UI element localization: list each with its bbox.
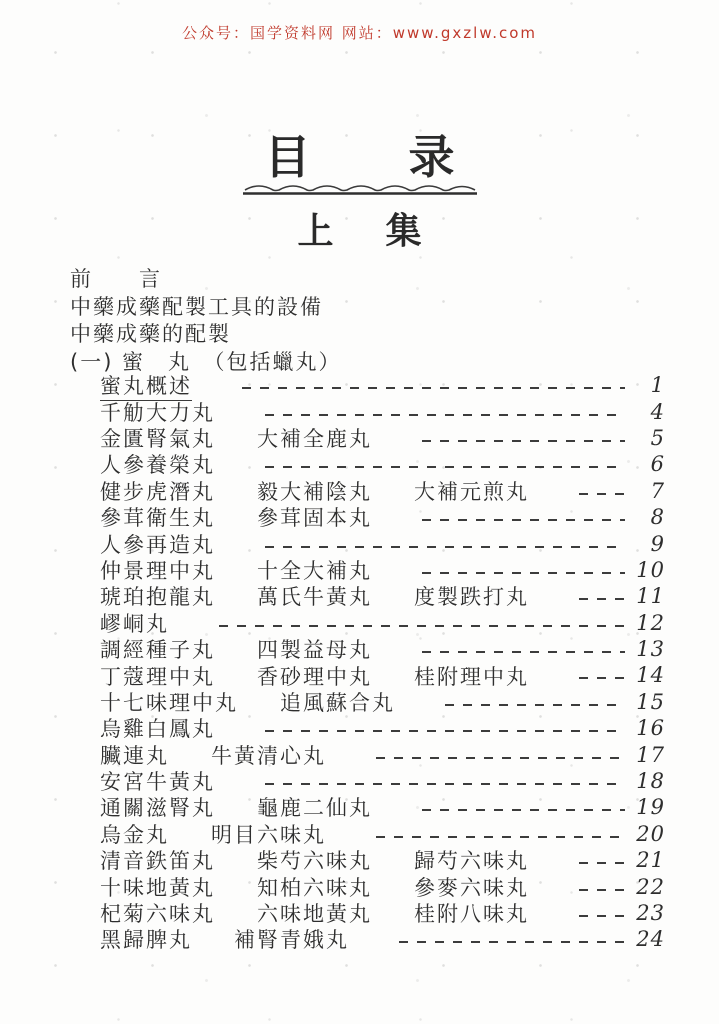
toc-item-title: 人參再造丸	[100, 532, 215, 557]
toc-row	[100, 847, 665, 873]
dash-leader	[422, 809, 625, 811]
toc-row	[100, 689, 665, 715]
toc-row	[100, 504, 665, 530]
dash-leader	[579, 598, 625, 600]
subtitle-char-ji: 集	[385, 210, 422, 252]
toc-item-title: 柴芍六味丸	[257, 849, 372, 874]
page-number: 16	[636, 716, 665, 741]
toc-item-title: 調經種子丸	[100, 638, 215, 663]
toc-item-title: 度製跌打丸	[414, 585, 529, 610]
toc-row	[100, 398, 665, 424]
dash-leader	[219, 625, 625, 627]
watermark-header: 公众号：国学资料网 网站：www.gxzlw.com	[181, 24, 538, 42]
toc-row	[100, 794, 665, 820]
toc-item-title: 健步虎潛丸	[100, 479, 215, 504]
toc-item-title: 十全大補丸	[257, 558, 372, 583]
toc-item-title: 六味地黃丸	[257, 902, 372, 927]
tools-line: 中藥成藥配製工具的設備	[70, 294, 323, 319]
page-number: 22	[636, 874, 665, 899]
toc-item-title: 龜鹿二仙丸	[257, 796, 372, 821]
dash-leader	[579, 889, 625, 891]
page-number: 6	[650, 452, 665, 477]
toc-item-title: 金匱腎氣丸	[100, 426, 215, 451]
dash-leader	[422, 572, 625, 574]
toc-list	[100, 372, 665, 953]
toc-item-title: 桂附理中丸	[414, 664, 529, 689]
dash-leader	[376, 757, 625, 759]
toc-item-title: 毅大補陰丸	[257, 479, 372, 504]
toc-item-title: 仲景理中丸	[100, 558, 215, 583]
toc-item-title: 參茸衛生丸	[100, 506, 215, 531]
page-number: 9	[650, 531, 665, 556]
preparation-line: 中藥成藥的配製	[70, 322, 231, 347]
toc-item-title: 明目六味丸	[211, 822, 326, 847]
toc-row	[100, 557, 665, 583]
toc-row	[100, 821, 665, 847]
dash-leader	[265, 730, 625, 732]
toc-item-title: 參麥六味丸	[414, 875, 529, 900]
dash-leader	[399, 941, 625, 943]
page-number: 15	[636, 689, 665, 714]
toc-row	[100, 926, 665, 952]
toc-item-title: 烏雞白鳳丸	[100, 717, 215, 742]
toc-item-title: 丁蔻理中丸	[100, 664, 215, 689]
dash-leader	[422, 440, 625, 442]
page-number: 1	[650, 373, 665, 398]
toc-row	[100, 662, 665, 688]
toc-item-title: 琥珀抱龍丸	[100, 585, 215, 610]
page-number: 21	[636, 848, 665, 873]
page-number: 24	[636, 927, 665, 952]
toc-row	[100, 530, 665, 556]
page-number: 17	[636, 742, 665, 767]
dash-leader	[265, 783, 625, 785]
page-number: 12	[636, 610, 665, 635]
dash-leader	[422, 651, 625, 653]
dash-leader	[579, 915, 625, 917]
toc-item-title: 千觔大力丸	[100, 400, 215, 425]
page-number: 19	[636, 795, 665, 820]
toc-item-title: 追風蘇合丸	[280, 690, 395, 715]
title-char-mu: 目	[264, 130, 311, 184]
dash-leader	[579, 862, 625, 864]
toc-item-title: 臟連丸	[100, 743, 169, 768]
toc-item-title: 大補全鹿丸	[257, 426, 372, 451]
toc-item-title: 知柏六味丸	[257, 875, 372, 900]
toc-row	[100, 873, 665, 899]
subtitle-char-shang: 上	[297, 210, 334, 252]
dash-leader	[579, 493, 625, 495]
toc-row	[100, 636, 665, 662]
toc-item-title: 安宮牛黃丸	[100, 770, 215, 795]
page-number: 8	[650, 505, 665, 530]
toc-item-title: 十七味理中丸	[100, 690, 238, 715]
toc-item-title: 參茸固本丸	[257, 506, 372, 531]
toc-item-title: 大補元煎丸	[414, 479, 529, 504]
toc-item-title: 萬氏牛黃丸	[257, 585, 372, 610]
toc-item-title: 十味地黃丸	[100, 875, 215, 900]
page-title-block	[0, 132, 719, 254]
toc-item-title: 嵺峒丸	[100, 611, 169, 636]
page-number: 14	[636, 663, 665, 688]
toc-item-title: 清音鉄笛丸	[100, 849, 215, 874]
toc-item-title: 杞菊六味丸	[100, 902, 215, 927]
page-title	[0, 132, 719, 183]
toc-row	[100, 372, 665, 398]
toc-item-title: 四製益母丸	[257, 638, 372, 663]
toc-item-title: 歸芍六味丸	[414, 849, 529, 874]
toc-item-title: 補腎青娥丸	[234, 928, 349, 953]
front-matter	[70, 266, 659, 376]
toc-item-title: 香砂理中丸	[257, 664, 372, 689]
dash-leader	[265, 414, 625, 416]
page-number: 5	[650, 425, 665, 450]
dash-leader	[579, 677, 625, 679]
toc-item-title: 黑歸脾丸	[100, 928, 192, 953]
toc-row	[100, 478, 665, 504]
toc-item-title: 烏金丸	[100, 822, 169, 847]
dash-leader	[242, 387, 625, 389]
toc-row	[100, 715, 665, 741]
page-number: 13	[636, 637, 665, 662]
page-number: 23	[636, 901, 665, 925]
title-char-lu: 录	[408, 130, 455, 184]
toc-item-title: 蜜丸概述	[100, 370, 192, 401]
page-number: 18	[636, 769, 665, 794]
page-number: 20	[636, 821, 665, 846]
dash-leader	[445, 704, 625, 706]
volume-subtitle	[0, 203, 719, 254]
page-number: 4	[650, 399, 665, 424]
toc-row	[100, 741, 665, 767]
toc-row	[100, 610, 665, 636]
toc-row	[100, 583, 665, 609]
toc-row	[100, 425, 665, 451]
page-number: 11	[636, 584, 665, 609]
page-number: 10	[636, 557, 665, 582]
dash-leader	[422, 519, 625, 521]
dash-leader	[265, 466, 625, 468]
toc-row	[100, 451, 665, 477]
toc-row	[100, 768, 665, 794]
toc-item-title: 桂附八味丸	[414, 902, 529, 927]
toc-item-title: 牛黃清心丸	[211, 743, 326, 768]
toc-row	[100, 900, 665, 926]
toc-item-title: 通關滋腎丸	[100, 796, 215, 821]
preface-line: 前 言	[70, 267, 162, 291]
toc-item-title: 人參養榮丸	[100, 453, 215, 478]
dash-leader	[265, 546, 625, 548]
dash-leader	[376, 836, 625, 838]
page-number: 7	[650, 478, 665, 503]
section-heading-honey-pills: (一) 蜜 丸 （包括蠟丸）	[70, 349, 342, 374]
